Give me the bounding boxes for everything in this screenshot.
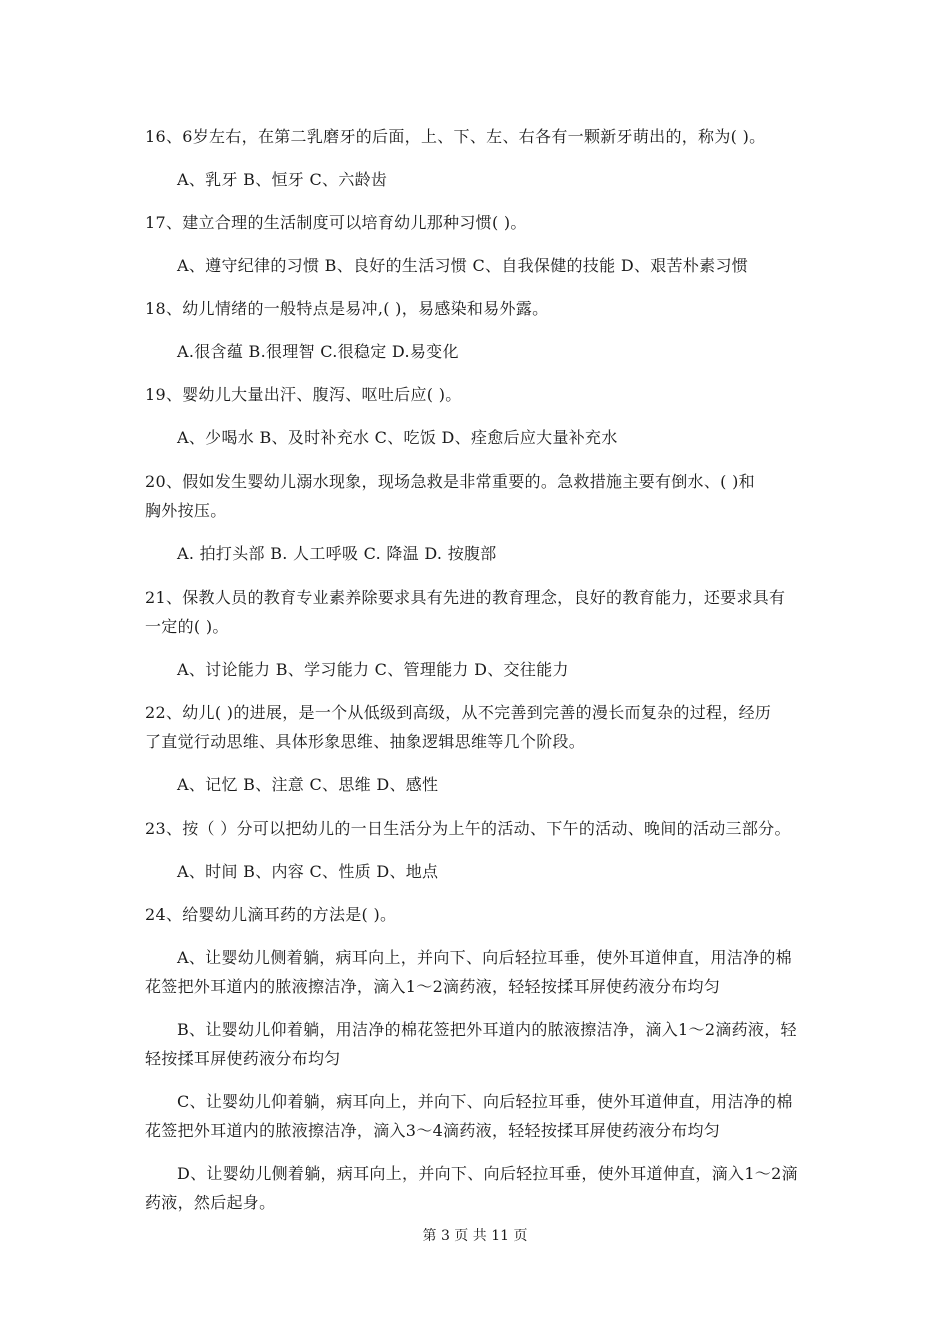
question-24-option-c-line-2: 花签把外耳道内的脓液擦洁净，滴入3～4滴药液，轻轻按揉耳屏使药液分布均匀: [145, 1121, 721, 1140]
question-16-options: A、乳牙 B、恒牙 C、六龄齿: [177, 170, 388, 189]
question-22-options: A、记忆 B、注意 C、思维 D、感性: [177, 775, 439, 794]
question-20-stem-line-1: 20、假如发生婴幼儿溺水现象，现场急救是非常重要的。急救措施主要有倒水、( )和: [145, 472, 755, 491]
question-19-stem: 19、婴幼儿大量出汗、腹泻、呕吐后应( )。: [145, 385, 462, 404]
page-number-footer: 第 3 页 共 11 页: [422, 1228, 528, 1244]
question-17-options: A、遵守纪律的习惯 B、良好的生活习惯 C、自我保健的技能 D、艰苦朴素习惯: [177, 256, 749, 275]
question-24-option-d-line-1: D、让婴幼儿侧着躺，病耳向上，并向下、向后轻拉耳垂，使外耳道伸直，滴入1～2滴: [177, 1164, 798, 1183]
question-18-stem: 18、幼儿情绪的一般特点是易冲,( )，易感染和易外露。: [145, 299, 549, 318]
question-20-stem-line-2: 胸外按压。: [145, 501, 227, 520]
question-23-options: A、时间 B、内容 C、性质 D、地点: [177, 862, 439, 881]
question-17-stem: 17、建立合理的生活制度可以培育幼儿那种习惯( )。: [145, 213, 527, 232]
question-20-options: A. 拍打头部 B. 人工呼吸 C. 降温 D. 按腹部: [177, 544, 497, 563]
question-24-option-b-line-1: B、让婴幼儿仰着躺，用洁净的棉花签把外耳道内的脓液擦洁净，滴入1～2滴药液，轻: [177, 1020, 797, 1039]
question-24-option-a-line-1: A、让婴幼儿侧着躺，病耳向上，并向下、向后轻拉耳垂，使外耳道伸直，用洁净的棉: [177, 948, 792, 967]
question-24-option-b-line-2: 轻按揉耳屏使药液分布均匀: [145, 1049, 341, 1068]
question-21-options: A、讨论能力 B、学习能力 C、管理能力 D、交往能力: [177, 660, 569, 679]
question-21-stem-line-1: 21、保教人员的教育专业素养除要求具有先进的教育理念，良好的教育能力，还要求具有: [145, 588, 786, 607]
question-24-option-d-line-2: 药液，然后起身。: [145, 1193, 276, 1212]
question-24-option-c-line-1: C、让婴幼儿仰着躺，病耳向上，并向下、向后轻拉耳垂，使外耳道伸直，用洁净的棉: [177, 1092, 793, 1111]
question-24-stem: 24、给婴幼儿滴耳药的方法是( )。: [145, 905, 397, 924]
question-18-options: A.很含蕴 B.很理智 C.很稳定 D.易变化: [177, 342, 459, 361]
question-16-stem: 16、6岁左右，在第二乳磨牙的后面，上、下、左、右各有一颗新牙萌出的，称为( )。: [145, 127, 766, 146]
question-19-options: A、少喝水 B、及时补充水 C、吃饭 D、痊愈后应大量补充水: [177, 428, 618, 447]
question-22-stem-line-1: 22、幼儿( )的进展，是一个从低级到高级，从不完善到完善的漫长而复杂的过程，经历: [145, 703, 772, 722]
question-22-stem-line-2: 了直觉行动思维、具体形象思维、抽象逻辑思维等几个阶段。: [145, 732, 586, 751]
question-23-stem: 23、按（ ）分可以把幼儿的一日生活分为上午的活动、下午的活动、晚间的活动三部分。: [145, 819, 791, 838]
question-24-option-a-line-2: 花签把外耳道内的脓液擦洁净，滴入1～2滴药液，轻轻按揉耳屏使药液分布均匀: [145, 977, 721, 996]
question-21-stem-line-2: 一定的( )。: [145, 617, 229, 636]
